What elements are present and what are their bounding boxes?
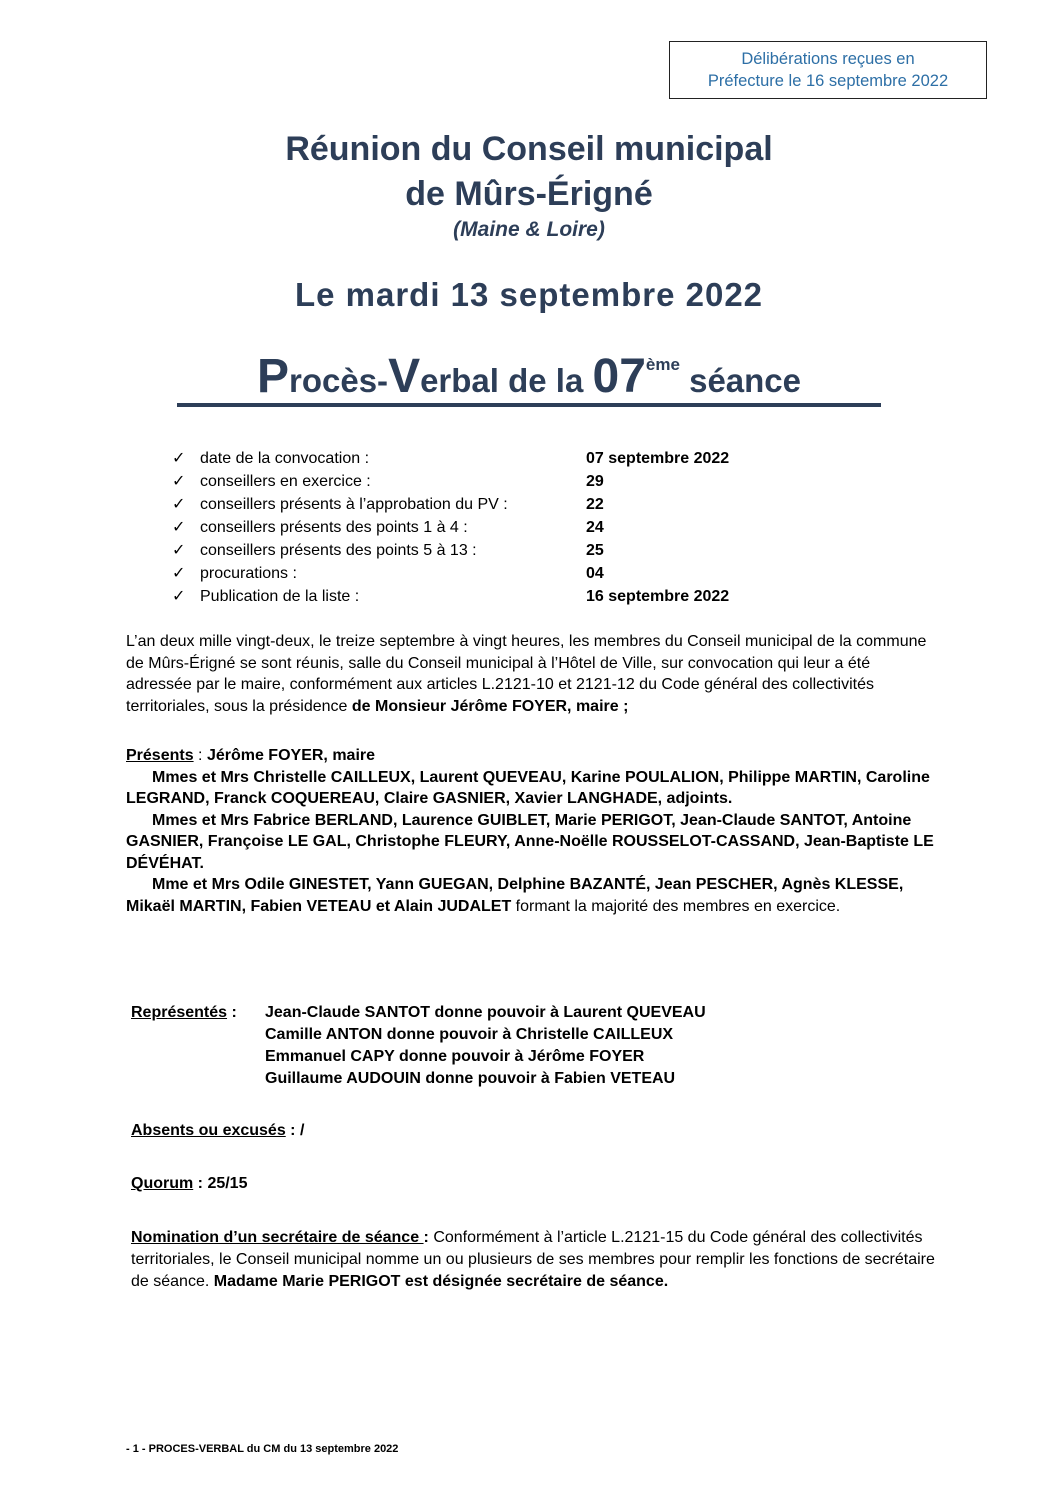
presents-group-3-tail: formant la majorité des membres en exercice. bbox=[511, 897, 841, 915]
summary-label: conseillers présents des points 5 à 13 : bbox=[200, 542, 477, 559]
presents-group-2: Mmes et Mrs Fabrice BERLAND, Laurence GUIBLET, Marie PERIGOT, Jean-Claude SANTOT, Antoine GASNIER, Françoise LE GAL, Christophe FLEURY, Anne-Noëlle ROUSSELOT-CASSAND, Jean-Baptiste LE DÉVÉHAT. bbox=[126, 811, 934, 872]
represented-label: Représentés bbox=[131, 1004, 228, 1021]
quorum-line bbox=[131, 1175, 247, 1193]
pv-initial-p: P bbox=[256, 350, 289, 403]
list-item: Guillaume AUDOUIN donne pouvoir à Fabien VETEAU bbox=[265, 1070, 676, 1087]
summary-value: 07 septembre 2022 bbox=[586, 450, 730, 467]
intro-paragraph bbox=[126, 631, 936, 717]
pv-heading bbox=[0, 335, 1058, 411]
represented-sep: : bbox=[227, 1004, 237, 1021]
absents-line bbox=[131, 1122, 304, 1140]
presents-section bbox=[126, 745, 936, 917]
check-icon: ✓ bbox=[172, 496, 186, 513]
presents-sep: : bbox=[193, 747, 207, 764]
summary-label: conseillers présents à l’approbation du PV : bbox=[200, 496, 508, 513]
list-item: Emmanuel CAPY donne pouvoir à Jérôme FOYER bbox=[265, 1048, 645, 1065]
intro-president: de Monsieur Jérôme FOYER, maire ; bbox=[351, 697, 629, 715]
absents-value: : / bbox=[285, 1122, 305, 1139]
intro-text: L’an deux mille vingt-deux, le treize septembre à vingt heures, les membres du Conseil municipal de la commune de Mûrs-Érigné se sont réunis, salle du Conseil municipal à l’Hôtel de Ville, sur convocation qui leur a été adressée par le maire, conformément aux articles L.2121-10 et 2121-12 du Code général des collectivités territoriales, sous la présidence bbox=[126, 633, 927, 715]
summary-value: 24 bbox=[586, 519, 604, 536]
check-icon: ✓ bbox=[172, 473, 186, 490]
summary-value: 04 bbox=[586, 565, 604, 582]
list-item: Camille ANTON donne pouvoir à Christelle CAILLEUX bbox=[265, 1026, 674, 1043]
summary-value: 29 bbox=[586, 473, 604, 490]
meeting-date: Le mardi 13 septembre 2022 bbox=[294, 276, 764, 313]
pv-word-1: rocès- bbox=[289, 362, 389, 399]
title-line-2: de Mûrs-Érigné bbox=[405, 175, 653, 213]
presents-group-3-names: Mme et Mrs Odile GINESTET, Yann GUEGAN, Delphine BAZANTÉ, Jean PESCHER, Agnès KLESSE, Mikaël MARTIN, Fabien VETEAU et Alain JUDALET bbox=[126, 876, 904, 915]
pv-word-3: séance bbox=[679, 362, 802, 399]
check-icon: ✓ bbox=[172, 519, 186, 536]
nomination-text: Conformément à l’article L.2121-15 du Code général des collectivités territoriales, le Conseil municipal nomme un ou plusieurs de ses membres pour remplir les fonctions de secrétaire de séance. bbox=[131, 1229, 935, 1290]
check-icon: ✓ bbox=[172, 450, 186, 467]
presents-mayor: Jérôme FOYER, maire bbox=[206, 747, 376, 764]
represented-heading bbox=[131, 1002, 237, 1024]
summary-label: procurations : bbox=[200, 565, 297, 582]
summary-label: Publication de la liste : bbox=[200, 588, 360, 605]
stamp-line-1: Délibérations reçues en bbox=[741, 50, 915, 68]
presents-group-3 bbox=[126, 874, 936, 917]
pv-ordinal: ème bbox=[645, 355, 680, 374]
summary-label: conseillers en exercice : bbox=[200, 473, 371, 490]
nomination-section bbox=[131, 1227, 941, 1293]
list-item: Jean-Claude SANTOT donne pouvoir à Laurent QUEVEAU bbox=[265, 1004, 706, 1021]
summary-value: 22 bbox=[586, 496, 604, 513]
pv-word-2: erbal de la bbox=[420, 362, 593, 399]
prefecture-stamp bbox=[669, 41, 987, 99]
represented-list bbox=[265, 1002, 706, 1090]
stamp-line-2: Préfecture le 16 septembre 2022 bbox=[707, 72, 949, 90]
quorum-label: Quorum bbox=[131, 1175, 194, 1192]
nomination-sep: : bbox=[423, 1229, 434, 1246]
title-rule bbox=[177, 403, 881, 407]
title-line-1: Réunion du Conseil municipal bbox=[285, 130, 773, 168]
nomination-designation: Madame Marie PERIGOT est désignée secrétaire de séance. bbox=[213, 1273, 669, 1290]
summary-label: date de la convocation : bbox=[200, 450, 370, 467]
page-footer: - 1 - PROCES-VERBAL du CM du 13 septembre 2022 bbox=[126, 1443, 399, 1455]
pv-initial-v: V bbox=[388, 350, 421, 403]
check-icon: ✓ bbox=[172, 588, 186, 605]
absents-label: Absents ou excusés bbox=[131, 1122, 286, 1139]
summary-value: 25 bbox=[586, 542, 604, 559]
check-icon: ✓ bbox=[172, 565, 186, 582]
summary-value: 16 septembre 2022 bbox=[586, 588, 730, 605]
pv-session-number: 07 bbox=[592, 350, 646, 403]
check-icon: ✓ bbox=[172, 542, 186, 559]
region: (Maine & Loire) bbox=[453, 218, 605, 241]
presents-label: Présents bbox=[126, 747, 194, 764]
presents-group-1: Mmes et Mrs Christelle CAILLEUX, Laurent QUEVEAU, Karine POULALION, Philippe MARTIN, Caroline LEGRAND, Franck COQUEREAU, Claire GASNIER, Xavier LANGHADE, adjoints. bbox=[126, 768, 930, 807]
quorum-value: : 25/15 bbox=[193, 1175, 248, 1192]
summary-label: conseillers présents des points 1 à 4 : bbox=[200, 519, 468, 536]
nomination-label: Nomination d’un secrétaire de séance bbox=[131, 1229, 424, 1246]
